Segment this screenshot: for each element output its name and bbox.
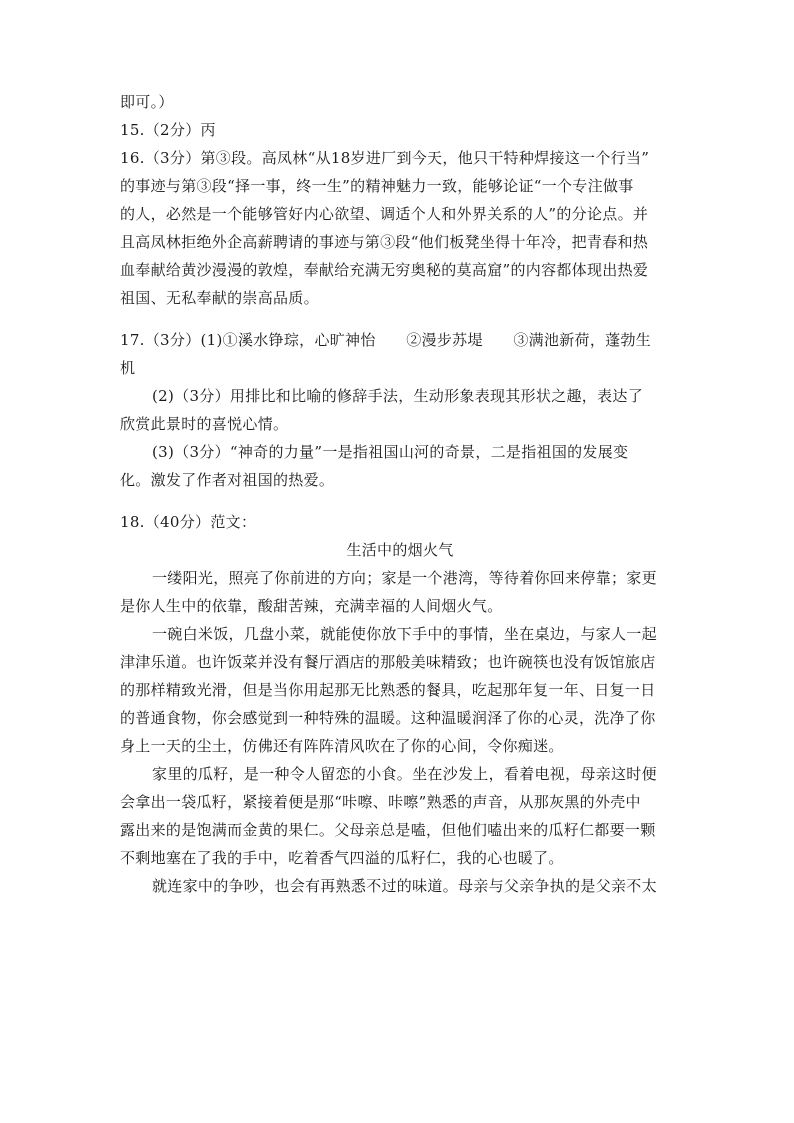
essay-line: 露出来的是饱满而金黄的果仁。父母亲总是嗑，但他们嗑出来的瓜籽仁都要一颗 bbox=[120, 821, 656, 839]
answer-17-line: 17.（3分）(1)①溪水铮琮，心旷神怡 ②漫步苏堤 ③满池新荷，蓬勃生 bbox=[120, 331, 652, 349]
essay-line: 就连家中的争吵，也会有再熟悉不过的味道。母亲与父亲争执的是父亲不太 bbox=[152, 877, 657, 895]
answer-18-heading: 18.（40分）范文： bbox=[120, 513, 257, 531]
answer-16-line: 16.（3分）第③段。高凤林“从18岁进厂到今天，他只干特种焊接这一个行当” bbox=[120, 149, 650, 167]
answer-17-2-line: 欣赏此景时的喜悦心情。 bbox=[120, 415, 289, 433]
answer-17-2-line: (2)（3分）用排比和比喻的修辞手法，生动形象表现其形状之趣，表达了 bbox=[152, 387, 643, 405]
essay-line: 一缕阳光，照亮了你前进的方向；家是一个港湾，等待着你回来停靠；家更 bbox=[152, 569, 657, 587]
answer-15: 15.（2分）丙 bbox=[120, 121, 216, 139]
essay-line: 是你人生中的依靠，酸甜苦辣，充满幸福的人间烟火气。 bbox=[120, 597, 503, 615]
text-line: 即可。） bbox=[120, 93, 174, 111]
answer-16-line: 血奉献给黄沙漫漫的敦煌，奉献给充满无穷奥秘的莫高窟”的内容都体现出热爱 bbox=[120, 261, 649, 279]
essay-line: 的那样精致光滑，但是当你用起那无比熟悉的餐具，吃起那年复一年、日复一日 bbox=[120, 681, 656, 699]
answer-17-3-line: (3)（3分）“神奇的力量”一是指祖国山河的奇景，二是指祖国的发展变 bbox=[152, 443, 629, 461]
essay-line: 一碗白米饭，几盘小菜，就能使你放下手中的事情，坐在桌边，与家人一起 bbox=[152, 625, 657, 643]
essay-line: 家里的瓜籽，是一种令人留恋的小食。坐在沙发上，看着电视，母亲这时便 bbox=[152, 765, 657, 783]
essay-line: 会拿出一袋瓜籽，紧接着便是那“咔嚓、咔嚓”熟悉的声音，从那灰黑的外壳中 bbox=[120, 793, 641, 811]
answer-16-line: 且高凤林拒绝外企高薪聘请的事迹与第③段“他们板凳坐得十年冷，把青春和热 bbox=[120, 233, 649, 251]
answer-17-line: 机 bbox=[120, 359, 136, 377]
essay-title: 生活中的烟火气 bbox=[346, 541, 454, 559]
answer-16-line: 的事迹与第③段“择一事，终一生”的精神魅力一致，能够论证“一个专注做事 bbox=[120, 177, 634, 195]
essay-line: 的普通食物，你会感觉到一种特殊的温暖。这种温暖润泽了你的心灵，洗净了你 bbox=[120, 709, 656, 727]
answer-16-line: 的人，必然是一个能够管好内心欲望、调适个人和外界关系的人”的分论点。并 bbox=[120, 205, 649, 223]
essay-line: 不剩地塞在了我的手中，吃着香气四溢的瓜籽仁，我的心也暖了。 bbox=[120, 849, 564, 867]
answer-17-3-line: 化。激发了作者对祖国的热爱。 bbox=[120, 471, 335, 489]
essay-line: 津津乐道。也许饭菜并没有餐厅酒店的那般美味精致；也许碗筷也没有饭馆旅店 bbox=[120, 653, 656, 671]
document-page bbox=[120, 88, 680, 900]
essay-line: 身上一天的尘土，仿佛还有阵阵清风吹在了你的心间，令你痴迷。 bbox=[120, 737, 564, 755]
answer-16-line: 祖国、无私奉献的崇高品质。 bbox=[120, 289, 319, 307]
